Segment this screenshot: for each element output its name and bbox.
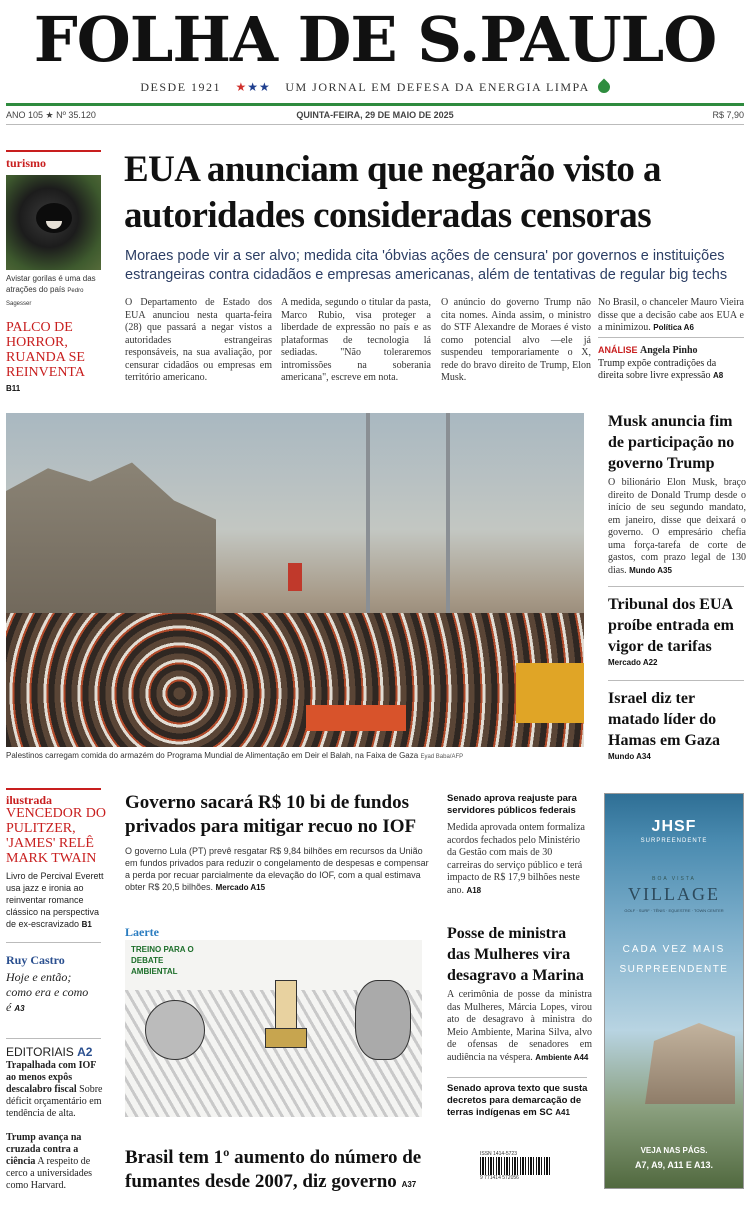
masthead-title: FOLHA DE S.PAULO (33, 3, 717, 76)
lead-col1: O Departamento de Estado dos EUA anunciou nesta quarta-feira (28) que passará a negar vistos a autoridades estrangeiras responsáveis, na sua avaliação, por censurar cidadãos ou empresas em território americano. (125, 297, 272, 383)
cartoon-author[interactable]: Laerte (125, 925, 159, 939)
editoriais-label: EDITORIAIS A2 (6, 1045, 93, 1059)
divider (608, 680, 744, 681)
ruy-castro[interactable]: Ruy Castro (6, 953, 65, 967)
divider (6, 124, 744, 125)
ilustrada-body: Livro de Percival Everett usa jazz e ironia ao reinventar romance clássico na perspectiva de ex-escravizado B1 (6, 871, 104, 929)
price: R$ 7,90 (712, 110, 744, 120)
marina-title[interactable]: Posse de ministra das Mulheres vira desagravo a Marina (447, 925, 584, 984)
gaza-photo[interactable] (6, 413, 584, 747)
iof-body: O governo Lula (PT) prevê resgatar R$ 9,84 bilhões em recursos da União em fundos privados para reduzir o congelamento de despesas e compensar a perda por recuar parcialmente da elevação do IOF, com a qual estimava obter R$ 20,5 bilhões. Mercado A15 (125, 846, 429, 892)
editorial-2[interactable]: Trump avança na cruzada contra a ciência A respeito de cerco a universidades como Harvard. (6, 1132, 93, 1191)
senado2-title[interactable]: Senado aprova texto que susta decretos para demarcação de terras indígenas em SC A41 (447, 1083, 588, 1118)
cartoon-speech: TREINO PARA O DEBATE AMBIENTAL (131, 945, 194, 976)
barcode: ISSN 1414-5723 9 771414 572056 (480, 1151, 550, 1183)
edition-number: ANO 105 ★ Nº 35.120 (6, 110, 96, 120)
divider (598, 337, 744, 338)
ilustrada-title[interactable]: VENCEDOR DO PULITZER, 'JAMES' RELÊ MARK TWAIN (6, 806, 106, 866)
dateline (6, 110, 744, 122)
fumantes-title[interactable]: Brasil tem 1º aumento do número de fumantes desde 2007, diz governo A37 (125, 1147, 422, 1192)
divider (447, 1077, 587, 1078)
photo-caption: Palestinos carregam comida do armazém do Programa Mundial de Alimentação em Deir el Balah, na Faixa de Gaza Eyad Baba/AFP (6, 751, 464, 760)
masthead-subline (0, 80, 750, 95)
lead-col2: A medida, segundo o titular da pasta, Marco Rubio, visa proteger a liberdade de expressão no país e as plataformas de tecnologia lá sediadas. "Não toleraremos intromissões na soberania americana", escreve em nota. (281, 297, 431, 383)
leaf-icon (595, 79, 612, 96)
marina-body: A cerimônia de posse da ministra das Mulheres, Márcia Lopes, virou ato de desagravo à ministra do Meio Ambiente, Marina Silva, alvo de ofensas de senadores em audiência na véspera. Ambiente A44 (447, 989, 592, 1063)
senado1-title[interactable]: Senado aprova reajuste para servidores públicos federais (447, 793, 577, 816)
divider (608, 586, 744, 587)
kicker-rule (6, 150, 101, 152)
turismo-title[interactable]: PALCO DE HORROR, RUANDA SE REINVENTA B11 (6, 320, 85, 393)
divider (6, 1038, 101, 1039)
kicker-rule (6, 788, 101, 790)
tribunal-title[interactable]: Tribunal dos EUA proíbe entrada em vigor de tarifas (608, 596, 734, 655)
lead-col3: O anúncio do governo Trump não cita nomes. Ainda assim, o ministro do STF Alexandre de Moraes é visto como potencial alvo —ele já suspendeu temporariamente o X, rede do bravo direito de Trump, Elon Musk. (441, 297, 591, 383)
gorilla-photo[interactable] (6, 175, 101, 270)
ruy-text: Hoje e então; como era e como é A3 (6, 970, 89, 1014)
lead-deck: Moraes pode vir a ser alvo; medida cita 'óbvias ações de censura' por governos e instituições estrangeiras contra cidadãos e empresas americanas, além de tentativas de regular big techs (125, 248, 728, 283)
kicker-turismo[interactable]: turismo (6, 156, 46, 170)
analise[interactable]: ANÁLISE Angela Pinho Trump expõe contradições da direita sobre livre expressão A8 (598, 345, 724, 381)
jhsf-ad[interactable]: JHSF SURPREENDENTE BOA VISTA VILLAGE GOLF · SURF · TÊNIS · EQUESTRE · TOWN CENTER CADA VEZ MAIS SURPREENDENTE VEJA NAS PÁGS. A7, A9, A11 E A13. (604, 793, 744, 1189)
since: DESDE 1921 (140, 80, 222, 94)
stars-icon: ★★★ (235, 80, 271, 94)
masthead-rule (6, 103, 744, 106)
lead-headline[interactable]: EUA anunciam que negarão visto a autoridades consideradas censoras (124, 149, 661, 236)
musk-title[interactable]: Musk anuncia fim de participação no governo Trump (608, 413, 735, 472)
israel-title[interactable]: Israel diz ter matado líder do Hamas em Gaza (608, 690, 720, 749)
musk-body: O bilionário Elon Musk, braço direito de Donald Trump desde o início de seu segundo mandato, em janeiro, disse que deixará o governo. O empresário chefia uma força-tarefa de corte de gastos, com prazo legal de 130 dias. Mundo A35 (608, 477, 746, 576)
cartoon[interactable] (125, 940, 422, 1117)
israel-ref: Mundo A34 (608, 752, 651, 761)
tribunal-ref: Mercado A22 (608, 658, 658, 667)
lead-col4: No Brasil, o chanceler Mauro Vieira disse que a decisão cabe aos EUA e a minimizou. Política A6 (598, 297, 744, 333)
date: QUINTA-FEIRA, 29 DE MAIO DE 2025 (296, 110, 454, 120)
tagline: UM JORNAL EM DEFESA DA ENERGIA LIMPA (285, 80, 590, 94)
senado1-body: Medida aprovada ontem formaliza acordos fechados pelo Ministério da Gestão com mais de 30 carreiras do serviço público e terá impacto de R$ 17,9 bilhões neste ano. A18 (447, 822, 585, 896)
iof-title[interactable]: Governo sacará R$ 10 bi de fundos privados para mitigar recuo no IOF (125, 792, 417, 837)
editorial-1[interactable]: Trapalhada com IOF ao menos expôs descalabro fiscal Sobre déficit orçamentário em tendência de alta. (6, 1060, 103, 1119)
turismo-caption: Avistar gorilas é uma das atrações do país Pedro Sagesser (6, 274, 96, 307)
kicker-ilustrada[interactable]: ilustrada (6, 793, 53, 807)
divider (6, 942, 101, 943)
